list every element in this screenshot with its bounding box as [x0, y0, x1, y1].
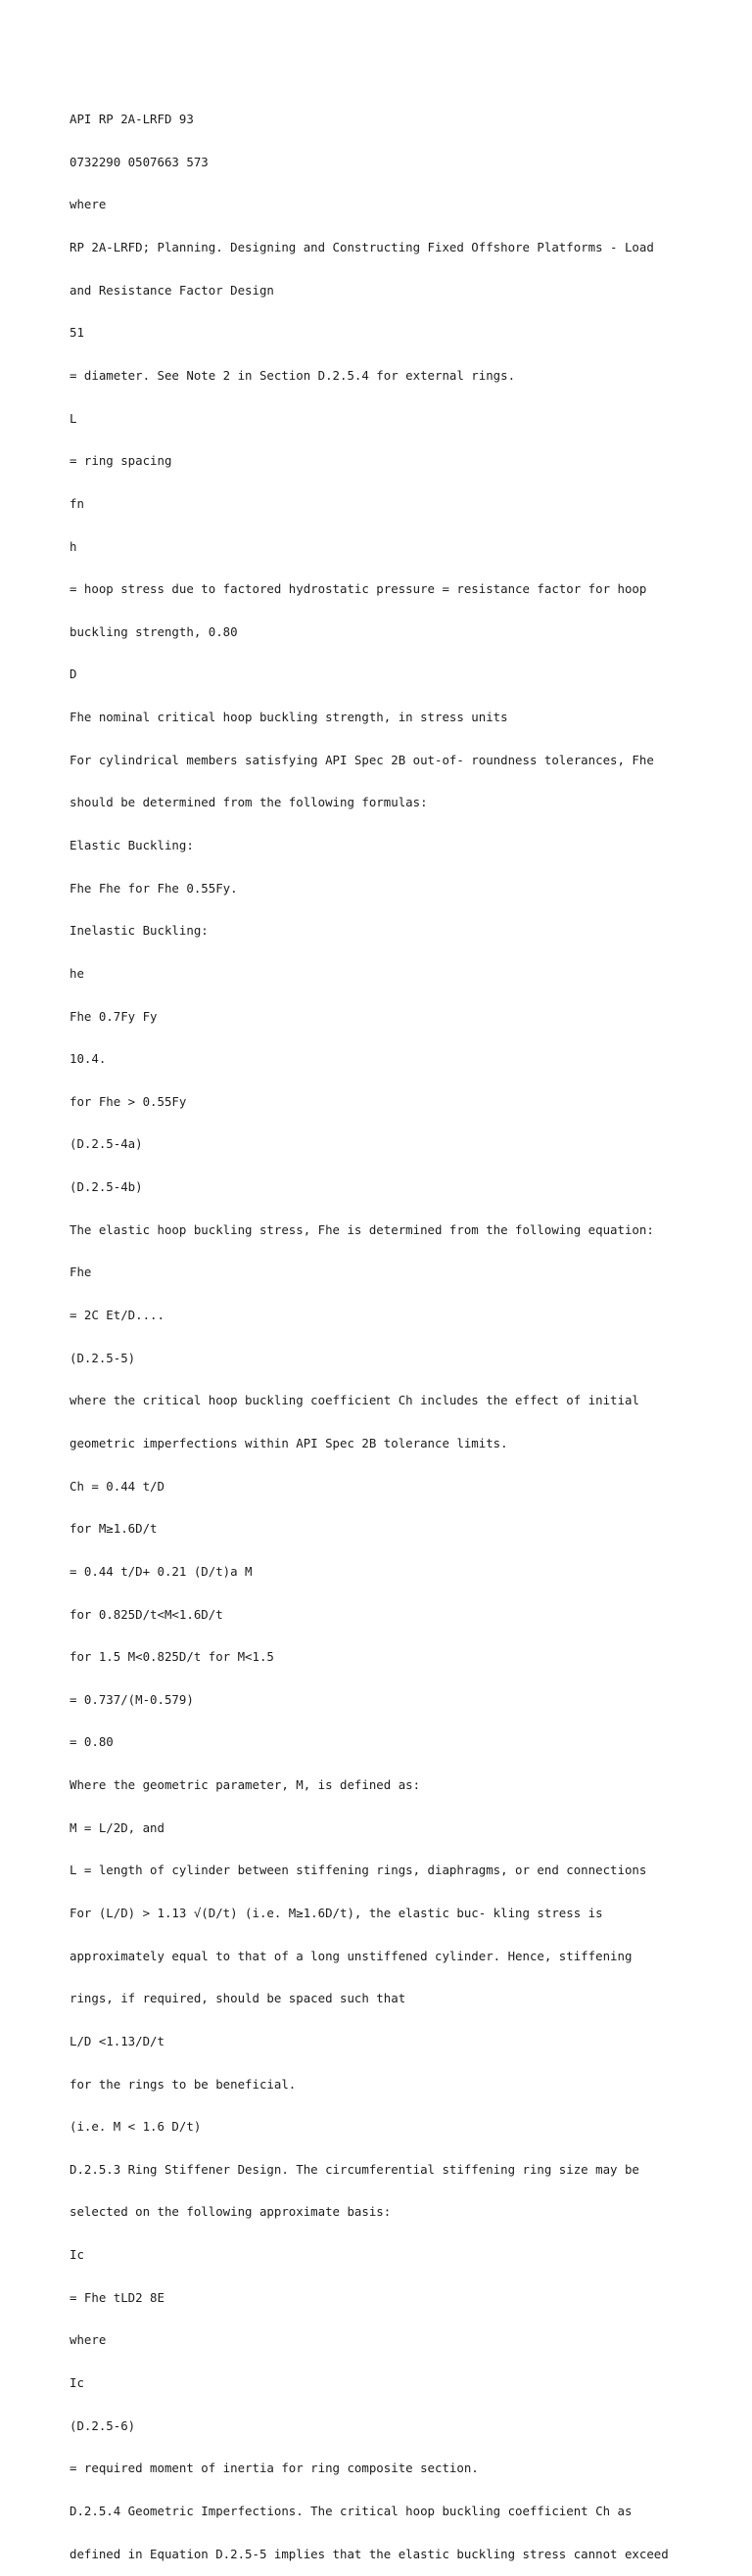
text-line: Elastic Buckling:	[70, 837, 194, 852]
text-line: 10.4.	[70, 1051, 107, 1067]
text-line: where	[70, 197, 107, 212]
text-line: D.2.5.4 Geometric Imperfections. The critical hoop buckling coefficient Ch as	[70, 2503, 633, 2518]
text-line: = 0.737/(M-0.579)	[70, 1691, 194, 1707]
text-line: for Fhe > 0.55Fy	[70, 1093, 187, 1109]
text-line: = diameter. See Note 2 in Section D.2.5.4 for external rings.	[70, 367, 516, 383]
text-line: The elastic hoop buckling stress, Fhe is determined from the following equation:	[70, 1221, 654, 1237]
text-line: defined in Equation D.2.5-5 implies that the elastic buckling stress cannot exceed	[70, 2546, 669, 2561]
text-line: D.2.5.3 Ring Stiffener Design. The circumferential stiffening ring size may be	[70, 2161, 639, 2177]
text-line: where	[70, 2332, 107, 2348]
text-line: (D.2.5-5)	[70, 1350, 136, 1365]
text-line: API RP 2A-LRFD 93	[70, 112, 194, 127]
text-line: (D.2.5-6)	[70, 2417, 136, 2433]
text-line: Where the geometric parameter, M, is defined as:	[70, 1777, 421, 1793]
text-line: M = L/2D, and	[70, 1819, 164, 1835]
text-line: where the critical hoop buckling coefficient Ch includes the effect of initial	[70, 1393, 639, 1408]
text-line: for the rings to be beneficial.	[70, 2076, 297, 2092]
text-line: For (L/D) > 1.13 √(D/t) (i.e. M≥1.6D/t), the elastic buc- kling stress is	[70, 1906, 603, 1920]
text-line: Fhe	[70, 1265, 92, 1280]
text-line: approximately equal to that of a long unstiffened cylinder. Hence, stiffening	[70, 1948, 633, 1963]
text-line: L/D <1.13/D/t	[70, 2033, 164, 2048]
document-page	[70, 84, 745, 2576]
text-line: = 2C Et/D....	[70, 1308, 164, 1323]
text-line: = required moment of inertia for ring composite section.	[70, 2461, 479, 2476]
text-line: For cylindrical members satisfying API Spec 2B out-of- roundness tolerances, Fhe	[70, 752, 654, 767]
text-line: 0732290 0507663 573	[70, 154, 209, 169]
text-line: = ring spacing	[70, 453, 172, 469]
text-line: D	[70, 667, 77, 682]
text-line: and Resistance Factor Design	[70, 282, 274, 298]
text-line: fn	[70, 495, 84, 511]
text-line: = 0.80	[70, 1734, 114, 1750]
text-line: Ic	[70, 2375, 84, 2391]
text-line: = Fhe tLD2 8E	[70, 2289, 164, 2305]
text-line: for 0.825D/t<M<1.6D/t	[70, 1606, 223, 1622]
text-line: geometric imperfections within API Spec 2B tolerance limits.	[70, 1435, 508, 1450]
text-line: h	[70, 538, 77, 554]
text-line: for 1.5 M<0.825D/t for M<1.5	[70, 1649, 274, 1665]
text-line: (D.2.5-4b)	[70, 1179, 143, 1195]
text-line: buckling strength, 0.80	[70, 623, 238, 639]
text-line: = 0.44 t/D+ 0.21 (D/t)a M	[70, 1563, 253, 1579]
text-line: 51	[70, 325, 84, 341]
text-line: selected on the following approximate basis:	[70, 2204, 392, 2220]
text-line: Fhe nominal critical hoop buckling strength, in stress units	[70, 710, 508, 725]
text-line: Ch = 0.44 t/D	[70, 1478, 164, 1494]
text-line: Fhe 0.7Fy Fy	[70, 1008, 158, 1024]
text-line: L = length of cylinder between stiffening rings, diaphragms, or end connections	[70, 1863, 647, 1878]
text-line: Ic	[70, 2247, 84, 2263]
text-line: Fhe Fhe for Fhe 0.55Fy.	[70, 880, 238, 896]
text-line: for M≥1.6D/t	[70, 1521, 158, 1537]
text-line: Inelastic Buckling:	[70, 923, 209, 939]
text-line: RP 2A-LRFD; Planning. Designing and Constructing Fixed Offshore Platforms - Load	[70, 240, 654, 255]
text-line: (D.2.5-4a)	[70, 1136, 143, 1152]
text-line: L	[70, 410, 77, 426]
text-line: he	[70, 965, 84, 981]
text-line: (i.e. M < 1.6 D/t)	[70, 2119, 202, 2135]
text-line: should be determined from the following formulas:	[70, 795, 428, 810]
text-line: = hoop stress due to factored hydrostatic pressure = resistance factor for hoop	[70, 581, 647, 597]
text-line: rings, if required, should be spaced such that	[70, 1991, 406, 2006]
